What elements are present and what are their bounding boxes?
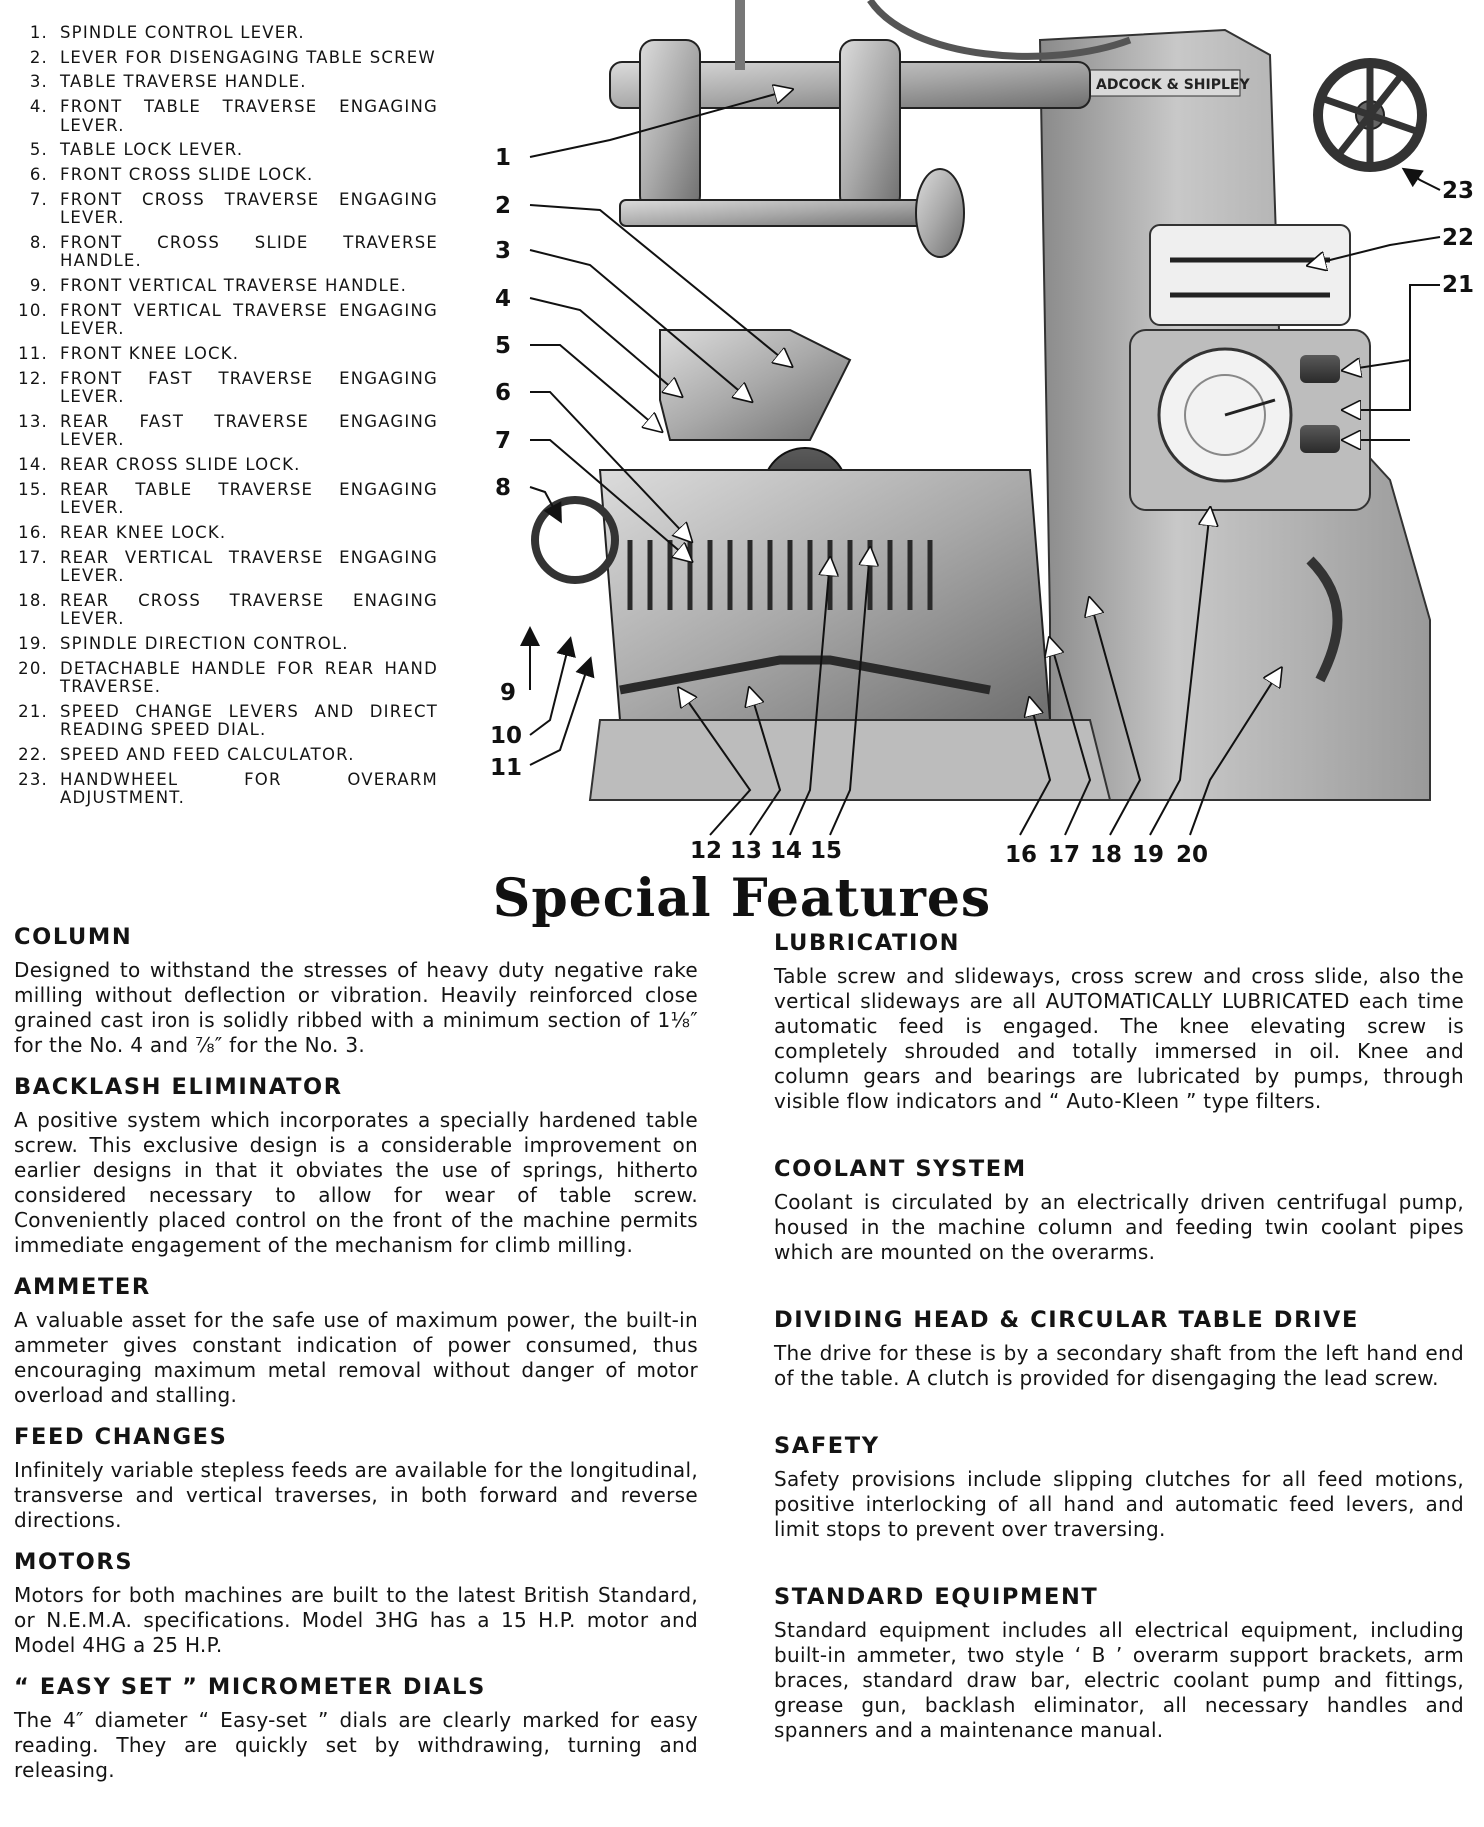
section-title: COLUMN [14, 924, 133, 950]
features-left-column [14, 922, 698, 1797]
part-number: 3. [29, 72, 48, 92]
part-number: 22. [18, 744, 48, 764]
section-body: A valuable asset for the safe use of maximum power, the built-in ammeter gives constant indication of power consumed, thus encouraging maximum metal removal without danger of motor overload and stalling. [14, 1308, 698, 1407]
callout-1: 1 [495, 145, 512, 171]
part-description: REAR CROSS TRAVERSE ENAGING LEVER. [60, 590, 438, 629]
section-title: “ EASY SET ” MICROMETER DIALS [14, 1674, 486, 1700]
part-description: FRONT KNEE LOCK. [60, 343, 240, 363]
brand-plate-text: ADCOCK & SHIPLEY [1096, 77, 1250, 93]
part-number: 14. [18, 454, 48, 474]
feature-section-backlash [14, 1072, 698, 1258]
callout-12: 12 [690, 838, 723, 864]
callout-20: 20 [1176, 842, 1209, 868]
part-description: FRONT CROSS SLIDE TRAVERSE HANDLE. [60, 232, 438, 271]
section-title: STANDARD EQUIPMENT [774, 1584, 1099, 1610]
feature-section-micrometer-dials [14, 1672, 698, 1783]
speed-lever-lower [1300, 425, 1340, 453]
callout-17: 17 [1048, 842, 1081, 868]
part-number: 6. [29, 164, 48, 184]
part-item [18, 302, 438, 339]
part-description: SPEED CHANGE LEVERS AND DIRECT READING SPEED DIAL. [60, 701, 438, 740]
speed-lever-upper [1300, 355, 1340, 383]
callout-3: 3 [495, 238, 512, 264]
section-body: Coolant is circulated by an electrically driven centrifugal pump, housed in the machine column and feeding twin coolant pipes which are mounted on the overarms. [774, 1190, 1464, 1264]
section-body: The 4″ diameter “ Easy-set ” dials are clearly marked for easy reading. They are quickly set by withdrawing, turning and releasing. [14, 1708, 698, 1782]
spindle-nose [916, 169, 964, 257]
part-item [18, 49, 438, 68]
part-description: FRONT VERTICAL TRAVERSE HANDLE. [60, 276, 408, 295]
callout-15: 15 [810, 838, 843, 864]
feature-section-standard-equipment [774, 1582, 1464, 1743]
overarm-bracket-left [640, 40, 700, 210]
callout-13: 13 [730, 838, 763, 864]
part-item [18, 277, 438, 296]
part-description: REAR VERTICAL TRAVERSE ENGAGING LEVER. [60, 547, 438, 585]
part-description: REAR KNEE LOCK. [60, 522, 227, 542]
section-title: BACKLASH ELIMINATOR [14, 1074, 343, 1100]
part-description: FRONT VERTICAL TRAVERSE ENGAGING LEVER. [60, 300, 438, 339]
part-number: 18. [18, 590, 48, 610]
feature-section-feed-changes [14, 1422, 698, 1533]
part-number: 20. [18, 658, 48, 678]
callout-16: 16 [1005, 842, 1038, 868]
part-item [18, 456, 438, 475]
cross-slide-handwheel [535, 500, 615, 580]
arbor [620, 200, 950, 226]
feature-section-coolant [774, 1154, 1464, 1265]
section-body: Motors for both machines are built to the latest British Standard, or N.E.M.A. specifications. Model 3HG has a 15 H.P. motor and Model 4HG a 25 H.P. [14, 1583, 698, 1657]
section-body: The drive for these is by a secondary shaft from the left hand end of the table. A clutch is provided for disengaging the lead screw. [774, 1341, 1464, 1390]
part-item [18, 549, 438, 586]
part-description: SPINDLE DIRECTION CONTROL. [60, 633, 349, 653]
part-description: HANDWHEEL FOR OVERARM ADJUSTMENT. [60, 769, 438, 808]
section-body: Table screw and slideways, cross screw and cross slide, also the vertical slideways are all AUTOMATICALLY LUBRICATED each time automatic feed is engaged. The knee elevating screw is completely shrouded and totally immersed in oil. Knee and column gears and bearings are lubricated by pumps, through visible flow indicators and “ Auto-Kleen ” type filters. [774, 964, 1464, 1113]
callout-18: 18 [1090, 842, 1123, 868]
part-item [18, 771, 438, 808]
part-number: 16. [18, 522, 48, 542]
part-description: SPEED AND FEED CALCULATOR. [60, 744, 355, 764]
feature-section-lubrication [774, 928, 1464, 1114]
callout-8: 8 [495, 475, 512, 501]
callout-19: 19 [1132, 842, 1165, 868]
part-description: REAR FAST TRAVERSE ENGAGING LEVER. [60, 411, 438, 450]
callout-11: 11 [490, 755, 523, 781]
part-number: 12. [18, 368, 48, 388]
table [660, 330, 850, 440]
callout-10: 10 [490, 723, 523, 749]
part-item [18, 635, 438, 654]
page-title: Special Features [492, 868, 992, 929]
callout-23: 23 [1442, 178, 1475, 204]
section-title: SAFETY [774, 1433, 880, 1459]
part-number: 2. [29, 47, 48, 67]
part-description: DETACHABLE HANDLE FOR REAR HAND TRAVERSE. [60, 658, 438, 697]
part-number: 10. [18, 300, 48, 320]
callout-14: 14 [770, 838, 803, 864]
part-description: LEVER FOR DISENGAGING TABLE SCREW [60, 47, 436, 67]
callout-5: 5 [495, 333, 512, 359]
section-title: COOLANT SYSTEM [774, 1156, 1027, 1182]
part-description: REAR TABLE TRAVERSE ENGAGING LEVER. [60, 479, 438, 518]
part-number: 8. [29, 232, 48, 252]
part-item [18, 141, 438, 160]
part-description: FRONT FAST TRAVERSE ENGAGING LEVER. [60, 368, 438, 407]
part-number: 7. [29, 189, 48, 209]
callout-9: 9 [500, 680, 517, 706]
part-number: 15. [18, 479, 48, 499]
part-number: 23. [18, 769, 48, 789]
feature-section-dividing-head [774, 1305, 1464, 1391]
part-item [18, 746, 438, 765]
part-item [18, 234, 438, 271]
section-title: DIVIDING HEAD & CIRCULAR TABLE DRIVE [774, 1307, 1359, 1333]
part-number: 1. [29, 23, 48, 42]
part-description: FRONT TABLE TRAVERSE ENGAGING LEVER. [60, 97, 438, 135]
part-number: 19. [18, 633, 48, 653]
part-item [18, 166, 438, 185]
parts-legend [18, 24, 438, 814]
part-number: 9. [29, 276, 48, 295]
part-item [18, 413, 438, 450]
feature-section-motors [14, 1547, 698, 1658]
callout-21: 21 [1442, 272, 1475, 298]
section-body: Standard equipment includes all electrical equipment, including built-in ammeter, two style ‘ B ’ overarm support brackets, arm braces, standard draw bar, electric coolant pump and fittings, grease gun, backlash eliminator, all necessary handles and spanners and a maintenance manual. [774, 1618, 1464, 1742]
overarm-handwheel [1318, 63, 1422, 167]
part-item [18, 98, 438, 135]
callout-7: 7 [495, 428, 512, 454]
section-body: Safety provisions include slipping clutches for all feed motions, positive interlocking of all hand and automatic feed levers, and limit stops to prevent over traversing. [774, 1467, 1464, 1541]
callout-4: 4 [495, 286, 512, 312]
section-body: Infinitely variable stepless feeds are available for the longitudinal, transverse and vertical traverses, in both forward and reverse directions. [14, 1458, 698, 1532]
part-number: 21. [18, 701, 48, 721]
part-description: FRONT CROSS TRAVERSE ENGAGING LEVER. [60, 189, 438, 228]
callout-2: 2 [495, 193, 512, 219]
feed-calculator [1150, 225, 1350, 325]
part-description: REAR CROSS SLIDE LOCK. [60, 454, 301, 474]
section-title: FEED CHANGES [14, 1424, 228, 1450]
part-number: 13. [18, 411, 48, 431]
part-description: TABLE LOCK LEVER. [60, 140, 244, 160]
section-title: AMMETER [14, 1274, 151, 1300]
section-title: LUBRICATION [774, 930, 961, 956]
part-number: 11. [18, 343, 48, 363]
part-description: SPINDLE CONTROL LEVER. [60, 23, 305, 42]
features-right-column [774, 928, 1464, 1783]
part-item [18, 24, 438, 43]
part-number: 17. [18, 547, 48, 567]
feature-section-ammeter [14, 1272, 698, 1408]
part-item [18, 592, 438, 629]
part-description: TABLE TRAVERSE HANDLE. [60, 72, 307, 92]
section-title: MOTORS [14, 1549, 134, 1575]
section-body: A positive system which incorporates a specially hardened table screw. This exclusive design is a considerable improvement on earlier designs in that it obviates the use of springs, hitherto considered necessary to allow for wear of table screw. Conveniently placed control on the front of the machine permits immediate engagement of the mechanism for climb milling. [14, 1108, 698, 1257]
callout-22: 22 [1442, 225, 1475, 251]
callout-6: 6 [495, 380, 512, 406]
part-description: FRONT CROSS SLIDE LOCK. [60, 164, 314, 184]
part-item [18, 345, 438, 364]
overarm-bracket-right [840, 40, 900, 210]
part-item [18, 703, 438, 740]
milling-machine-illustration [490, 0, 1484, 880]
part-item [18, 660, 438, 697]
feature-section-column [14, 922, 698, 1058]
part-item [18, 370, 438, 407]
part-item [18, 191, 438, 228]
coolant-hose [870, 0, 1130, 56]
section-body: Designed to withstand the stresses of heavy duty negative rake milling without deflection or vibration. Heavily reinforced close grained cast iron is solidly ribbed with a minimum section of 1⅛″ for the No. 4 and ⅞″ for the No. 3. [14, 958, 698, 1057]
part-item [18, 481, 438, 518]
part-item [18, 73, 438, 92]
part-number: 4. [29, 97, 48, 117]
part-number: 5. [29, 140, 48, 160]
part-item [18, 524, 438, 543]
feature-section-safety [774, 1431, 1464, 1542]
